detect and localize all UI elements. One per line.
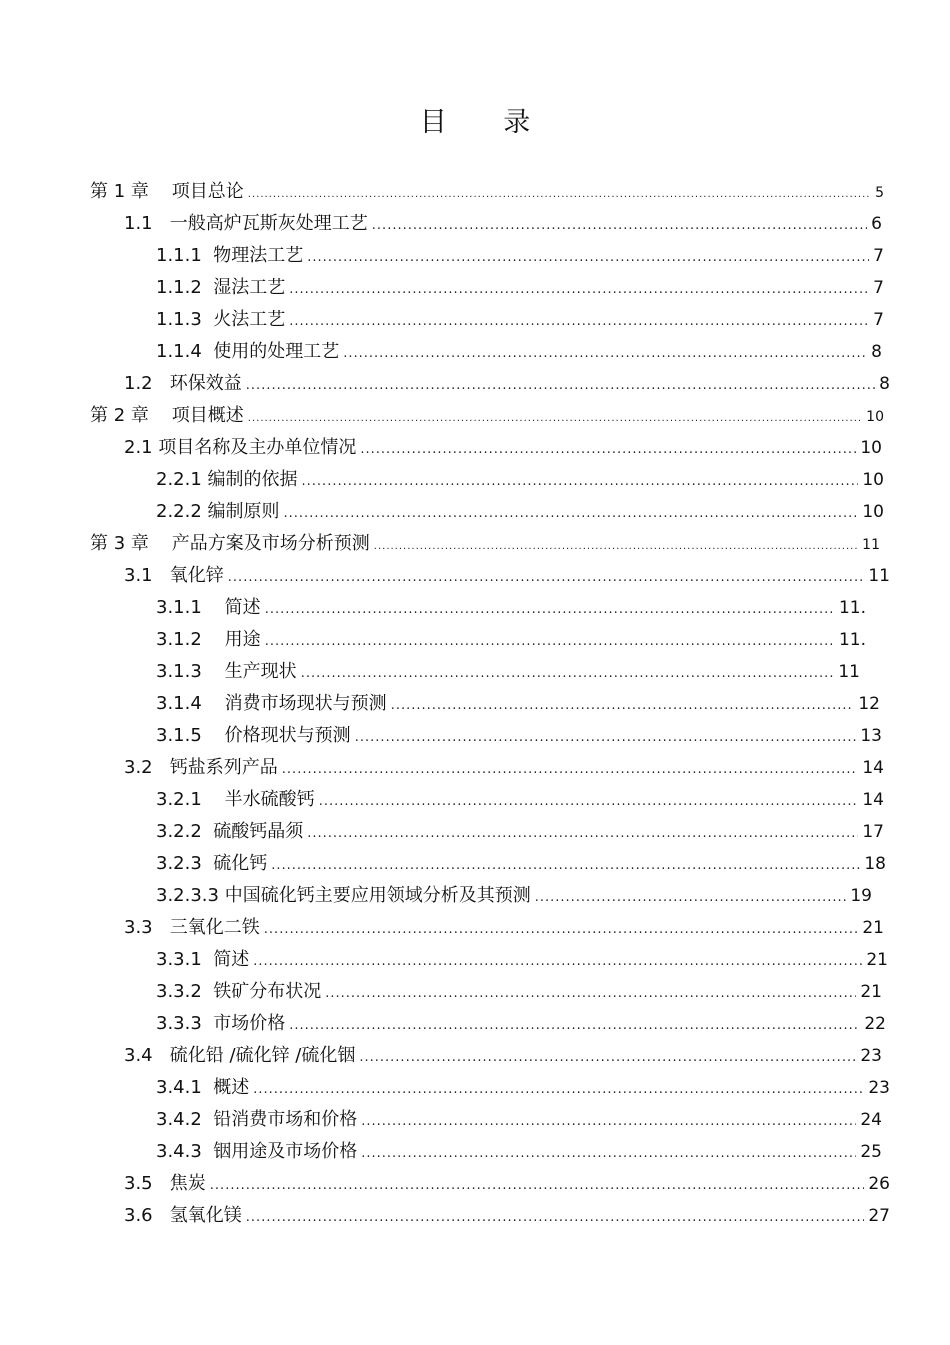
toc-entry[interactable] bbox=[156, 848, 886, 880]
toc-entry-page: 22 bbox=[864, 1014, 886, 1034]
toc-entry-label: 3.1.5 价格现状与预测 bbox=[156, 725, 351, 746]
toc-entry[interactable] bbox=[124, 912, 884, 944]
toc-entry[interactable] bbox=[156, 464, 884, 496]
toc-entry-page: 13 bbox=[860, 726, 882, 746]
toc-entry-page: 23 bbox=[860, 1046, 882, 1066]
toc-entry-page: 5 bbox=[875, 185, 884, 201]
leader-dots bbox=[289, 1010, 860, 1042]
leader-dots bbox=[265, 594, 835, 626]
toc-entry-page: 10 bbox=[866, 409, 884, 425]
leader-dots bbox=[535, 882, 847, 914]
toc-entry-page: 7 bbox=[873, 246, 884, 266]
toc-entry-label: 3.4 硫化铅 /硫化锌 /硫化铟 bbox=[124, 1045, 356, 1066]
toc-entry-label: 2.2.1 编制的依据 bbox=[156, 469, 298, 490]
leader-dots bbox=[325, 978, 856, 1010]
toc-entry[interactable] bbox=[156, 720, 882, 752]
toc-entry[interactable] bbox=[156, 272, 884, 304]
toc-entry-page: 14 bbox=[862, 758, 884, 778]
leader-dots bbox=[289, 274, 869, 306]
toc-entry-page: 11 bbox=[862, 537, 880, 553]
toc-entry-label: 3.4.1 概述 bbox=[156, 1077, 250, 1098]
toc-entry[interactable] bbox=[156, 784, 884, 816]
toc-entry-label: 3.2.3 硫化钙 bbox=[156, 853, 268, 874]
toc-entry-page: 21 bbox=[862, 918, 884, 938]
toc-entry-page: 25 bbox=[860, 1142, 882, 1162]
leader-dots bbox=[307, 818, 858, 850]
toc-entry-label: 3.1.1 简述 bbox=[156, 597, 261, 618]
toc-entry-label: 1.1 一般高炉瓦斯灰处理工艺 bbox=[124, 213, 368, 234]
leader-dots bbox=[307, 242, 869, 274]
toc-entry-page: 7 bbox=[873, 310, 884, 330]
toc-entry[interactable] bbox=[156, 1104, 882, 1136]
leader-dots bbox=[253, 946, 862, 978]
toc-entry[interactable] bbox=[156, 976, 882, 1008]
toc-entry-label: 1.2 环保效益 bbox=[124, 373, 242, 394]
toc-entry[interactable] bbox=[124, 432, 882, 464]
toc-entry-label: 3.6 氢氧化镁 bbox=[124, 1205, 242, 1226]
leader-dots bbox=[289, 306, 869, 338]
toc-entry[interactable] bbox=[156, 496, 884, 528]
toc-entry[interactable] bbox=[156, 816, 884, 848]
toc-entry-page: 8 bbox=[879, 374, 890, 394]
toc-entry[interactable] bbox=[124, 560, 890, 592]
toc-entry-label: 3.1.3 生产现状 bbox=[156, 661, 297, 682]
toc-entry-label: 3.1.4 消费市场现状与预测 bbox=[156, 693, 387, 714]
toc-entry-page: 8 bbox=[871, 342, 882, 362]
leader-dots bbox=[228, 562, 865, 594]
leader-dots bbox=[282, 754, 859, 786]
toc-entry-label: 3.5 焦炭 bbox=[124, 1173, 206, 1194]
toc-entry-label: 3.2.3.3 中国硫化钙主要应用领域分析及其预测 bbox=[156, 885, 531, 906]
toc-entry-label: 3.3.2 铁矿分布状况 bbox=[156, 981, 322, 1002]
leader-dots bbox=[248, 179, 871, 211]
toc-entry-label: 2.1 项目名称及主办单位情况 bbox=[124, 437, 357, 458]
toc-entry[interactable] bbox=[124, 1200, 890, 1232]
leader-dots bbox=[301, 658, 835, 690]
toc-entry-label: 1.1.1 物理法工艺 bbox=[156, 245, 304, 266]
leader-dots bbox=[391, 690, 855, 722]
toc-entry-label: 3.1 氧化锌 bbox=[124, 565, 224, 586]
toc-entry[interactable] bbox=[156, 624, 866, 656]
toc-entry-label: 3.4.3 铟用途及市场价格 bbox=[156, 1141, 358, 1162]
toc-entry-label: 第 3 章 产品方案及市场分析预测 bbox=[90, 533, 370, 554]
leader-dots bbox=[271, 850, 860, 882]
toc-entry[interactable] bbox=[156, 304, 884, 336]
toc-entry-label: 3.2 钙盐系列产品 bbox=[124, 757, 278, 778]
leader-dots bbox=[360, 434, 856, 466]
toc-entry[interactable] bbox=[156, 880, 872, 912]
leader-dots bbox=[343, 338, 867, 370]
toc-entry-page: 10 bbox=[860, 438, 882, 458]
toc-entry[interactable] bbox=[124, 1168, 890, 1200]
toc-entry-label: 1.1.4 使用的处理工艺 bbox=[156, 341, 340, 362]
toc-entry-page: 21 bbox=[860, 982, 882, 1002]
leader-dots bbox=[210, 1170, 865, 1202]
toc-entry[interactable] bbox=[156, 1136, 882, 1168]
toc-entry[interactable] bbox=[156, 592, 866, 624]
toc-entry-page: 10 bbox=[862, 502, 884, 522]
toc-entry[interactable] bbox=[156, 688, 880, 720]
leader-dots bbox=[302, 466, 859, 498]
leader-dots bbox=[248, 403, 862, 435]
toc-entry-label: 第 2 章 项目概述 bbox=[90, 405, 244, 426]
leader-dots bbox=[361, 1106, 856, 1138]
toc-entry[interactable] bbox=[124, 1040, 882, 1072]
page-title: 目 录 bbox=[419, 107, 555, 138]
toc-entry[interactable] bbox=[156, 336, 882, 368]
toc-entry-page: 11 bbox=[838, 662, 860, 682]
toc-entry-page: 12 bbox=[858, 694, 880, 714]
leader-dots bbox=[359, 1042, 856, 1074]
toc-entry-label: 3.3 三氧化二铁 bbox=[124, 917, 260, 938]
toc-entry-label: 3.3.1 简述 bbox=[156, 949, 250, 970]
toc-entry-page: 10 bbox=[862, 470, 884, 490]
leader-dots bbox=[319, 786, 859, 818]
leader-dots bbox=[246, 370, 875, 402]
leader-dots bbox=[265, 626, 835, 658]
toc-entry-page: 21 bbox=[866, 950, 888, 970]
toc-entry[interactable] bbox=[156, 656, 860, 688]
toc-entry-label: 1.1.2 湿法工艺 bbox=[156, 277, 286, 298]
toc-entry-page: 24 bbox=[860, 1110, 882, 1130]
toc-entry-page: 11 bbox=[868, 566, 890, 586]
toc-entry-page: 26 bbox=[868, 1174, 890, 1194]
toc-entry-page: 6 bbox=[871, 214, 882, 234]
toc-entry-label: 第 1 章 项目总论 bbox=[90, 181, 244, 202]
toc-entry[interactable] bbox=[156, 944, 888, 976]
leader-dots bbox=[355, 722, 857, 754]
toc-entry-label: 3.1.2 用途 bbox=[156, 629, 261, 650]
toc-entry-page: 18 bbox=[864, 854, 886, 874]
toc-entry-page: 7 bbox=[873, 278, 884, 298]
toc-entry[interactable] bbox=[124, 368, 890, 400]
toc-entry[interactable] bbox=[156, 240, 884, 272]
toc-entry[interactable] bbox=[124, 208, 882, 240]
toc-entry-label: 3.2.2 硫酸钙晶须 bbox=[156, 821, 304, 842]
toc-entry-page: 17 bbox=[862, 822, 884, 842]
leader-dots bbox=[361, 1138, 856, 1170]
toc-entry-page: 11. bbox=[838, 598, 866, 618]
toc-entry-label: 1.1.3 火法工艺 bbox=[156, 309, 286, 330]
leader-dots bbox=[284, 498, 859, 530]
toc-entry-label: 3.2.1 半水硫酸钙 bbox=[156, 789, 315, 810]
toc-entry-page: 14 bbox=[862, 790, 884, 810]
toc-entry[interactable] bbox=[156, 1008, 886, 1040]
toc-entry-page: 27 bbox=[868, 1206, 890, 1226]
toc-entry-label: 2.2.2 编制原则 bbox=[156, 501, 280, 522]
toc-entry-label: 3.3.3 市场价格 bbox=[156, 1013, 286, 1034]
leader-dots bbox=[372, 210, 867, 242]
toc-entry[interactable] bbox=[156, 1072, 890, 1104]
toc-entry[interactable] bbox=[90, 400, 884, 432]
leader-dots bbox=[264, 914, 859, 946]
toc-entry-page: 23 bbox=[868, 1078, 890, 1098]
leader-dots bbox=[246, 1202, 865, 1234]
toc-entry-page: 11. bbox=[838, 630, 866, 650]
toc-entry[interactable] bbox=[90, 176, 884, 208]
leader-dots bbox=[374, 531, 858, 563]
toc-entry-page: 19 bbox=[850, 886, 872, 906]
toc-entry-label: 3.4.2 铅消费市场和价格 bbox=[156, 1109, 358, 1130]
toc-entry[interactable] bbox=[90, 528, 880, 560]
toc-entry[interactable] bbox=[124, 752, 884, 784]
leader-dots bbox=[253, 1074, 864, 1106]
